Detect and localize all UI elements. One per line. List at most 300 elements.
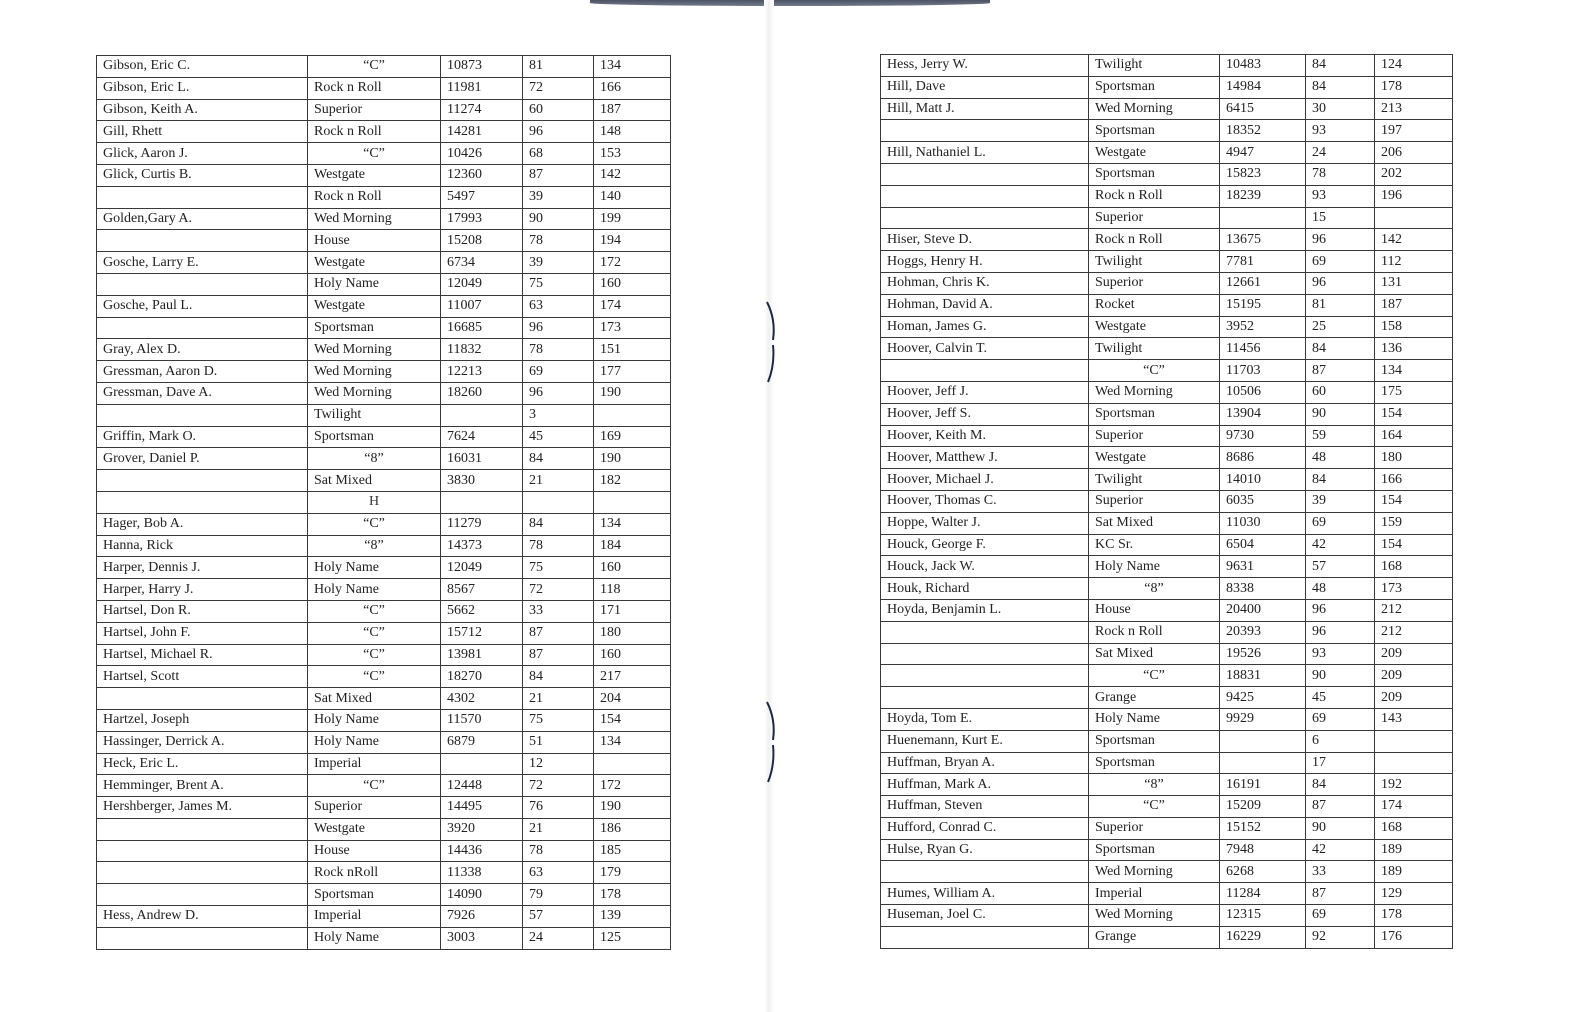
- table-row: [97, 884, 671, 906]
- league-cell: Wed Morning: [1089, 905, 1220, 927]
- total-pins-cell: 10426: [441, 143, 523, 165]
- total-pins-cell: 10873: [441, 56, 523, 78]
- bowler-name-cell: Hemminger, Brent A.: [97, 775, 308, 797]
- table-row: [97, 797, 671, 819]
- bowler-name-cell: [97, 862, 308, 884]
- league-cell: Sat Mixed: [1089, 643, 1220, 665]
- total-pins-cell: 15209: [1220, 796, 1306, 818]
- league-cell: Holy Name: [1089, 708, 1220, 730]
- bowler-name-cell: Hoover, Michael J.: [881, 469, 1089, 491]
- total-pins-cell: 8567: [441, 579, 523, 601]
- table-row: [881, 294, 1453, 316]
- league-cell: “C”: [308, 513, 441, 535]
- league-cell: Westgate: [308, 164, 441, 186]
- games-cell: 69: [1306, 905, 1375, 927]
- total-pins-cell: 20393: [1220, 621, 1306, 643]
- table-row: [881, 556, 1453, 578]
- games-cell: 90: [1306, 403, 1375, 425]
- bowler-name-cell: Heck, Eric L.: [97, 753, 308, 775]
- average-cell: 124: [1375, 55, 1453, 77]
- total-pins-cell: 4947: [1220, 142, 1306, 164]
- total-pins-cell: 12661: [1220, 272, 1306, 294]
- total-pins-cell: 3920: [441, 818, 523, 840]
- table-row: [97, 906, 671, 928]
- average-cell: 168: [1375, 817, 1453, 839]
- games-cell: 78: [523, 840, 594, 862]
- total-pins-cell: [1220, 752, 1306, 774]
- games-cell: 84: [1306, 338, 1375, 360]
- average-cell: [594, 404, 671, 426]
- league-cell: Westgate: [1089, 447, 1220, 469]
- table-row: [881, 338, 1453, 360]
- table-row: [881, 229, 1453, 251]
- average-cell: 166: [1375, 469, 1453, 491]
- average-cell: 178: [594, 884, 671, 906]
- games-cell: 84: [1306, 55, 1375, 77]
- league-cell: Sportsman: [1089, 163, 1220, 185]
- games-cell: 68: [523, 143, 594, 165]
- total-pins-cell: [1220, 730, 1306, 752]
- games-cell: 3: [523, 404, 594, 426]
- table-row: [97, 666, 671, 688]
- total-pins-cell: [441, 491, 523, 513]
- table-row: [97, 753, 671, 775]
- table-row: [881, 752, 1453, 774]
- bowler-name-cell: Griffin, Mark O.: [97, 426, 308, 448]
- league-cell: Sportsman: [1089, 839, 1220, 861]
- total-pins-cell: 6734: [441, 252, 523, 274]
- games-cell: 42: [1306, 839, 1375, 861]
- league-cell: Sat Mixed: [308, 470, 441, 492]
- league-cell: Superior: [1089, 272, 1220, 294]
- table-row: [881, 490, 1453, 512]
- games-cell: 17: [1306, 752, 1375, 774]
- table-row: [881, 207, 1453, 229]
- table-row: [97, 644, 671, 666]
- league-cell: Superior: [1089, 425, 1220, 447]
- bowler-name-cell: Hershberger, James M.: [97, 797, 308, 819]
- bowler-name-cell: [881, 621, 1089, 643]
- average-cell: 159: [1375, 512, 1453, 534]
- league-cell: Superior: [308, 797, 441, 819]
- league-cell: Sportsman: [1089, 730, 1220, 752]
- table-row: [97, 513, 671, 535]
- average-cell: 160: [594, 644, 671, 666]
- table-row: [97, 361, 671, 383]
- bowler-name-cell: Gibson, Eric C.: [97, 56, 308, 78]
- league-cell: Wed Morning: [308, 382, 441, 404]
- table-row: [97, 273, 671, 295]
- average-cell: 206: [1375, 142, 1453, 164]
- league-cell: Rock n Roll: [308, 186, 441, 208]
- average-cell: 172: [594, 775, 671, 797]
- total-pins-cell: 18831: [1220, 665, 1306, 687]
- table-row: [97, 818, 671, 840]
- bowler-name-cell: Hill, Nathaniel L.: [881, 142, 1089, 164]
- total-pins-cell: 12049: [441, 557, 523, 579]
- table-row: [97, 252, 671, 274]
- table-row: [881, 251, 1453, 273]
- average-cell: 134: [594, 731, 671, 753]
- bowler-name-cell: [97, 317, 308, 339]
- games-cell: 60: [1306, 381, 1375, 403]
- total-pins-cell: 14281: [441, 121, 523, 143]
- total-pins-cell: 11456: [1220, 338, 1306, 360]
- total-pins-cell: 7948: [1220, 839, 1306, 861]
- table-row: [97, 600, 671, 622]
- league-cell: “C”: [1089, 665, 1220, 687]
- games-cell: 84: [1306, 76, 1375, 98]
- average-cell: 180: [1375, 447, 1453, 469]
- table-row: [881, 403, 1453, 425]
- bowler-name-cell: Humes, William A.: [881, 883, 1089, 905]
- bowler-name-cell: [881, 360, 1089, 382]
- bowler-name-cell: Hoover, Jeff J.: [881, 381, 1089, 403]
- league-cell: “C”: [308, 666, 441, 688]
- left-page-table: [96, 55, 671, 950]
- total-pins-cell: [441, 404, 523, 426]
- average-cell: 212: [1375, 621, 1453, 643]
- page-fold: [764, 0, 774, 1012]
- table-row: [97, 426, 671, 448]
- league-cell: Rock n Roll: [308, 121, 441, 143]
- total-pins-cell: 5497: [441, 186, 523, 208]
- league-cell: Wed Morning: [308, 339, 441, 361]
- average-cell: [1375, 752, 1453, 774]
- average-cell: 190: [594, 797, 671, 819]
- bowler-name-cell: Hulse, Ryan G.: [881, 839, 1089, 861]
- total-pins-cell: 13981: [441, 644, 523, 666]
- table-row: [97, 448, 671, 470]
- total-pins-cell: 5662: [441, 600, 523, 622]
- bowler-name-cell: Hanna, Rick: [97, 535, 308, 557]
- average-cell: 154: [1375, 490, 1453, 512]
- table-row: [881, 55, 1453, 77]
- games-cell: 90: [1306, 817, 1375, 839]
- games-cell: 96: [1306, 229, 1375, 251]
- total-pins-cell: 18239: [1220, 185, 1306, 207]
- bowler-name-cell: [97, 404, 308, 426]
- games-cell: 75: [523, 273, 594, 295]
- bowler-name-cell: [881, 207, 1089, 229]
- table-row: [881, 185, 1453, 207]
- games-cell: 63: [523, 862, 594, 884]
- average-cell: 131: [1375, 272, 1453, 294]
- bowler-name-cell: Hoover, Keith M.: [881, 425, 1089, 447]
- games-cell: 87: [1306, 360, 1375, 382]
- average-cell: 134: [1375, 360, 1453, 382]
- average-cell: 129: [1375, 883, 1453, 905]
- bowler-name-cell: Gressman, Aaron D.: [97, 361, 308, 383]
- bowler-name-cell: [97, 491, 308, 513]
- bowler-name-cell: Hartsel, Don R.: [97, 600, 308, 622]
- table-row: [97, 77, 671, 99]
- average-cell: 174: [1375, 796, 1453, 818]
- bowler-name-cell: Huseman, Joel C.: [881, 905, 1089, 927]
- games-cell: 84: [523, 448, 594, 470]
- total-pins-cell: 14436: [441, 840, 523, 862]
- bowler-name-cell: Hager, Bob A.: [97, 513, 308, 535]
- total-pins-cell: 6504: [1220, 534, 1306, 556]
- average-cell: 213: [1375, 98, 1453, 120]
- league-cell: Westgate: [308, 252, 441, 274]
- total-pins-cell: 17993: [441, 208, 523, 230]
- games-cell: 78: [523, 535, 594, 557]
- total-pins-cell: 11832: [441, 339, 523, 361]
- average-cell: 187: [1375, 294, 1453, 316]
- average-cell: 154: [1375, 403, 1453, 425]
- binding-shadow: [590, 0, 990, 6]
- table-row: [881, 120, 1453, 142]
- games-cell: 87: [1306, 796, 1375, 818]
- average-cell: 151: [594, 339, 671, 361]
- average-cell: 192: [1375, 774, 1453, 796]
- total-pins-cell: 9929: [1220, 708, 1306, 730]
- games-cell: 33: [523, 600, 594, 622]
- league-cell: Grange: [1089, 687, 1220, 709]
- average-cell: [594, 753, 671, 775]
- total-pins-cell: 12448: [441, 775, 523, 797]
- average-cell: 158: [1375, 316, 1453, 338]
- games-cell: [523, 491, 594, 513]
- bowler-name-cell: [97, 818, 308, 840]
- average-cell: 148: [594, 121, 671, 143]
- league-cell: Rock nRoll: [308, 862, 441, 884]
- average-cell: 134: [594, 513, 671, 535]
- total-pins-cell: 6415: [1220, 98, 1306, 120]
- league-cell: “8”: [308, 448, 441, 470]
- bowler-name-cell: [97, 840, 308, 862]
- games-cell: 87: [523, 164, 594, 186]
- staple-top: [764, 300, 778, 385]
- total-pins-cell: 12049: [441, 273, 523, 295]
- league-cell: “C”: [308, 622, 441, 644]
- total-pins-cell: 15712: [441, 622, 523, 644]
- total-pins-cell: 4302: [441, 688, 523, 710]
- table-row: [97, 339, 671, 361]
- league-cell: Sportsman: [308, 317, 441, 339]
- bowler-name-cell: Hess, Jerry W.: [881, 55, 1089, 77]
- total-pins-cell: 11007: [441, 295, 523, 317]
- table-row: [881, 839, 1453, 861]
- total-pins-cell: 14010: [1220, 469, 1306, 491]
- league-cell: Holy Name: [308, 709, 441, 731]
- games-cell: 90: [1306, 665, 1375, 687]
- games-cell: 78: [1306, 163, 1375, 185]
- average-cell: 190: [594, 382, 671, 404]
- average-cell: 140: [594, 186, 671, 208]
- games-cell: 48: [1306, 578, 1375, 600]
- total-pins-cell: 8338: [1220, 578, 1306, 600]
- games-cell: 93: [1306, 120, 1375, 142]
- table-row: [881, 905, 1453, 927]
- table-row: [97, 143, 671, 165]
- games-cell: 45: [523, 426, 594, 448]
- total-pins-cell: 14373: [441, 535, 523, 557]
- table-row: [97, 709, 671, 731]
- total-pins-cell: 18270: [441, 666, 523, 688]
- table-row: [881, 796, 1453, 818]
- average-cell: 178: [1375, 905, 1453, 927]
- games-cell: 69: [1306, 251, 1375, 273]
- bowler-name-cell: Hill, Matt J.: [881, 98, 1089, 120]
- bowler-name-cell: [881, 120, 1089, 142]
- table-row: [881, 425, 1453, 447]
- league-cell: “C”: [308, 775, 441, 797]
- league-cell: Wed Morning: [1089, 98, 1220, 120]
- bowler-name-cell: Hess, Andrew D.: [97, 906, 308, 928]
- total-pins-cell: 13675: [1220, 229, 1306, 251]
- total-pins-cell: 14090: [441, 884, 523, 906]
- table-row: [881, 730, 1453, 752]
- games-cell: 21: [523, 470, 594, 492]
- table-row: [881, 360, 1453, 382]
- total-pins-cell: 10483: [1220, 55, 1306, 77]
- games-cell: 60: [523, 99, 594, 121]
- games-cell: 96: [523, 317, 594, 339]
- games-cell: 96: [523, 121, 594, 143]
- league-cell: Holy Name: [308, 927, 441, 949]
- league-cell: KC Sr.: [1089, 534, 1220, 556]
- bowler-name-cell: [881, 163, 1089, 185]
- average-cell: 134: [594, 56, 671, 78]
- league-cell: “8”: [308, 535, 441, 557]
- bowler-name-cell: Hoyda, Tom E.: [881, 708, 1089, 730]
- average-cell: 199: [594, 208, 671, 230]
- games-cell: 84: [1306, 774, 1375, 796]
- total-pins-cell: 3952: [1220, 316, 1306, 338]
- average-cell: 153: [594, 143, 671, 165]
- average-cell: 112: [1375, 251, 1453, 273]
- table-row: [881, 643, 1453, 665]
- total-pins-cell: 12315: [1220, 905, 1306, 927]
- bowler-name-cell: Hoover, Matthew J.: [881, 447, 1089, 469]
- total-pins-cell: 11703: [1220, 360, 1306, 382]
- table-row: [881, 578, 1453, 600]
- table-row: [97, 99, 671, 121]
- total-pins-cell: 6268: [1220, 861, 1306, 883]
- total-pins-cell: 11570: [441, 709, 523, 731]
- league-cell: Holy Name: [308, 579, 441, 601]
- bowler-name-cell: Hill, Dave: [881, 76, 1089, 98]
- bowler-name-cell: Glick, Curtis B.: [97, 164, 308, 186]
- table-row: [97, 470, 671, 492]
- league-cell: Grange: [1089, 926, 1220, 948]
- bowler-name-cell: Hoppe, Walter J.: [881, 512, 1089, 534]
- bowler-name-cell: [97, 273, 308, 295]
- average-cell: 202: [1375, 163, 1453, 185]
- total-pins-cell: 3830: [441, 470, 523, 492]
- total-pins-cell: 11274: [441, 99, 523, 121]
- games-cell: 21: [523, 688, 594, 710]
- games-cell: 93: [1306, 643, 1375, 665]
- average-cell: 177: [594, 361, 671, 383]
- table-row: [97, 56, 671, 78]
- bowler-name-cell: [97, 688, 308, 710]
- average-cell: 142: [594, 164, 671, 186]
- average-cell: 160: [594, 557, 671, 579]
- average-cell: 196: [1375, 185, 1453, 207]
- total-pins-cell: 13904: [1220, 403, 1306, 425]
- bowler-name-cell: Huffman, Mark A.: [881, 774, 1089, 796]
- games-cell: 15: [1306, 207, 1375, 229]
- league-cell: Superior: [1089, 207, 1220, 229]
- table-row: [97, 317, 671, 339]
- bowler-name-cell: Hartzel, Joseph: [97, 709, 308, 731]
- games-cell: 75: [523, 557, 594, 579]
- bowler-name-cell: Hiser, Steve D.: [881, 229, 1089, 251]
- league-cell: Sportsman: [308, 426, 441, 448]
- games-cell: 24: [523, 927, 594, 949]
- games-cell: 78: [523, 339, 594, 361]
- total-pins-cell: 9631: [1220, 556, 1306, 578]
- league-cell: Sportsman: [1089, 76, 1220, 98]
- table-row: [97, 535, 671, 557]
- bowler-name-cell: Gill, Rhett: [97, 121, 308, 143]
- total-pins-cell: 6035: [1220, 490, 1306, 512]
- bowler-name-cell: Hoyda, Benjamin L.: [881, 599, 1089, 621]
- league-cell: “C”: [308, 644, 441, 666]
- league-cell: Wed Morning: [1089, 861, 1220, 883]
- total-pins-cell: 19526: [1220, 643, 1306, 665]
- total-pins-cell: 7624: [441, 426, 523, 448]
- table-row: [881, 447, 1453, 469]
- games-cell: 57: [1306, 556, 1375, 578]
- games-cell: 72: [523, 579, 594, 601]
- table-row: [881, 708, 1453, 730]
- league-cell: Holy Name: [308, 557, 441, 579]
- total-pins-cell: 8686: [1220, 447, 1306, 469]
- average-cell: 171: [594, 600, 671, 622]
- games-cell: 30: [1306, 98, 1375, 120]
- table-row: [97, 731, 671, 753]
- table-row: [881, 316, 1453, 338]
- games-cell: 78: [523, 230, 594, 252]
- games-cell: 12: [523, 753, 594, 775]
- table-row: [97, 121, 671, 143]
- league-cell: Holy Name: [1089, 556, 1220, 578]
- games-cell: 96: [523, 382, 594, 404]
- total-pins-cell: 3003: [441, 927, 523, 949]
- table-row: [881, 621, 1453, 643]
- table-row: [97, 557, 671, 579]
- bowler-name-cell: Gray, Alex D.: [97, 339, 308, 361]
- bowler-name-cell: Harper, Dennis J.: [97, 557, 308, 579]
- games-cell: 63: [523, 295, 594, 317]
- league-cell: Rock n Roll: [1089, 621, 1220, 643]
- games-cell: 51: [523, 731, 594, 753]
- table-row: [97, 404, 671, 426]
- table-row: [97, 186, 671, 208]
- league-cell: Westgate: [308, 818, 441, 840]
- bowler-name-cell: Hoover, Jeff S.: [881, 403, 1089, 425]
- bowler-name-cell: Hassinger, Derrick A.: [97, 731, 308, 753]
- bowler-name-cell: Houk, Richard: [881, 578, 1089, 600]
- bowler-name-cell: [881, 926, 1089, 948]
- bowler-name-cell: Golden,Gary A.: [97, 208, 308, 230]
- total-pins-cell: [441, 753, 523, 775]
- league-cell: “C”: [308, 56, 441, 78]
- average-cell: 125: [594, 927, 671, 949]
- bowler-name-cell: [881, 643, 1089, 665]
- total-pins-cell: 14984: [1220, 76, 1306, 98]
- games-cell: 39: [523, 252, 594, 274]
- bowler-name-cell: [97, 884, 308, 906]
- table-row: [881, 163, 1453, 185]
- league-cell: Rock n Roll: [1089, 229, 1220, 251]
- table-row: [97, 164, 671, 186]
- league-cell: H: [308, 491, 441, 513]
